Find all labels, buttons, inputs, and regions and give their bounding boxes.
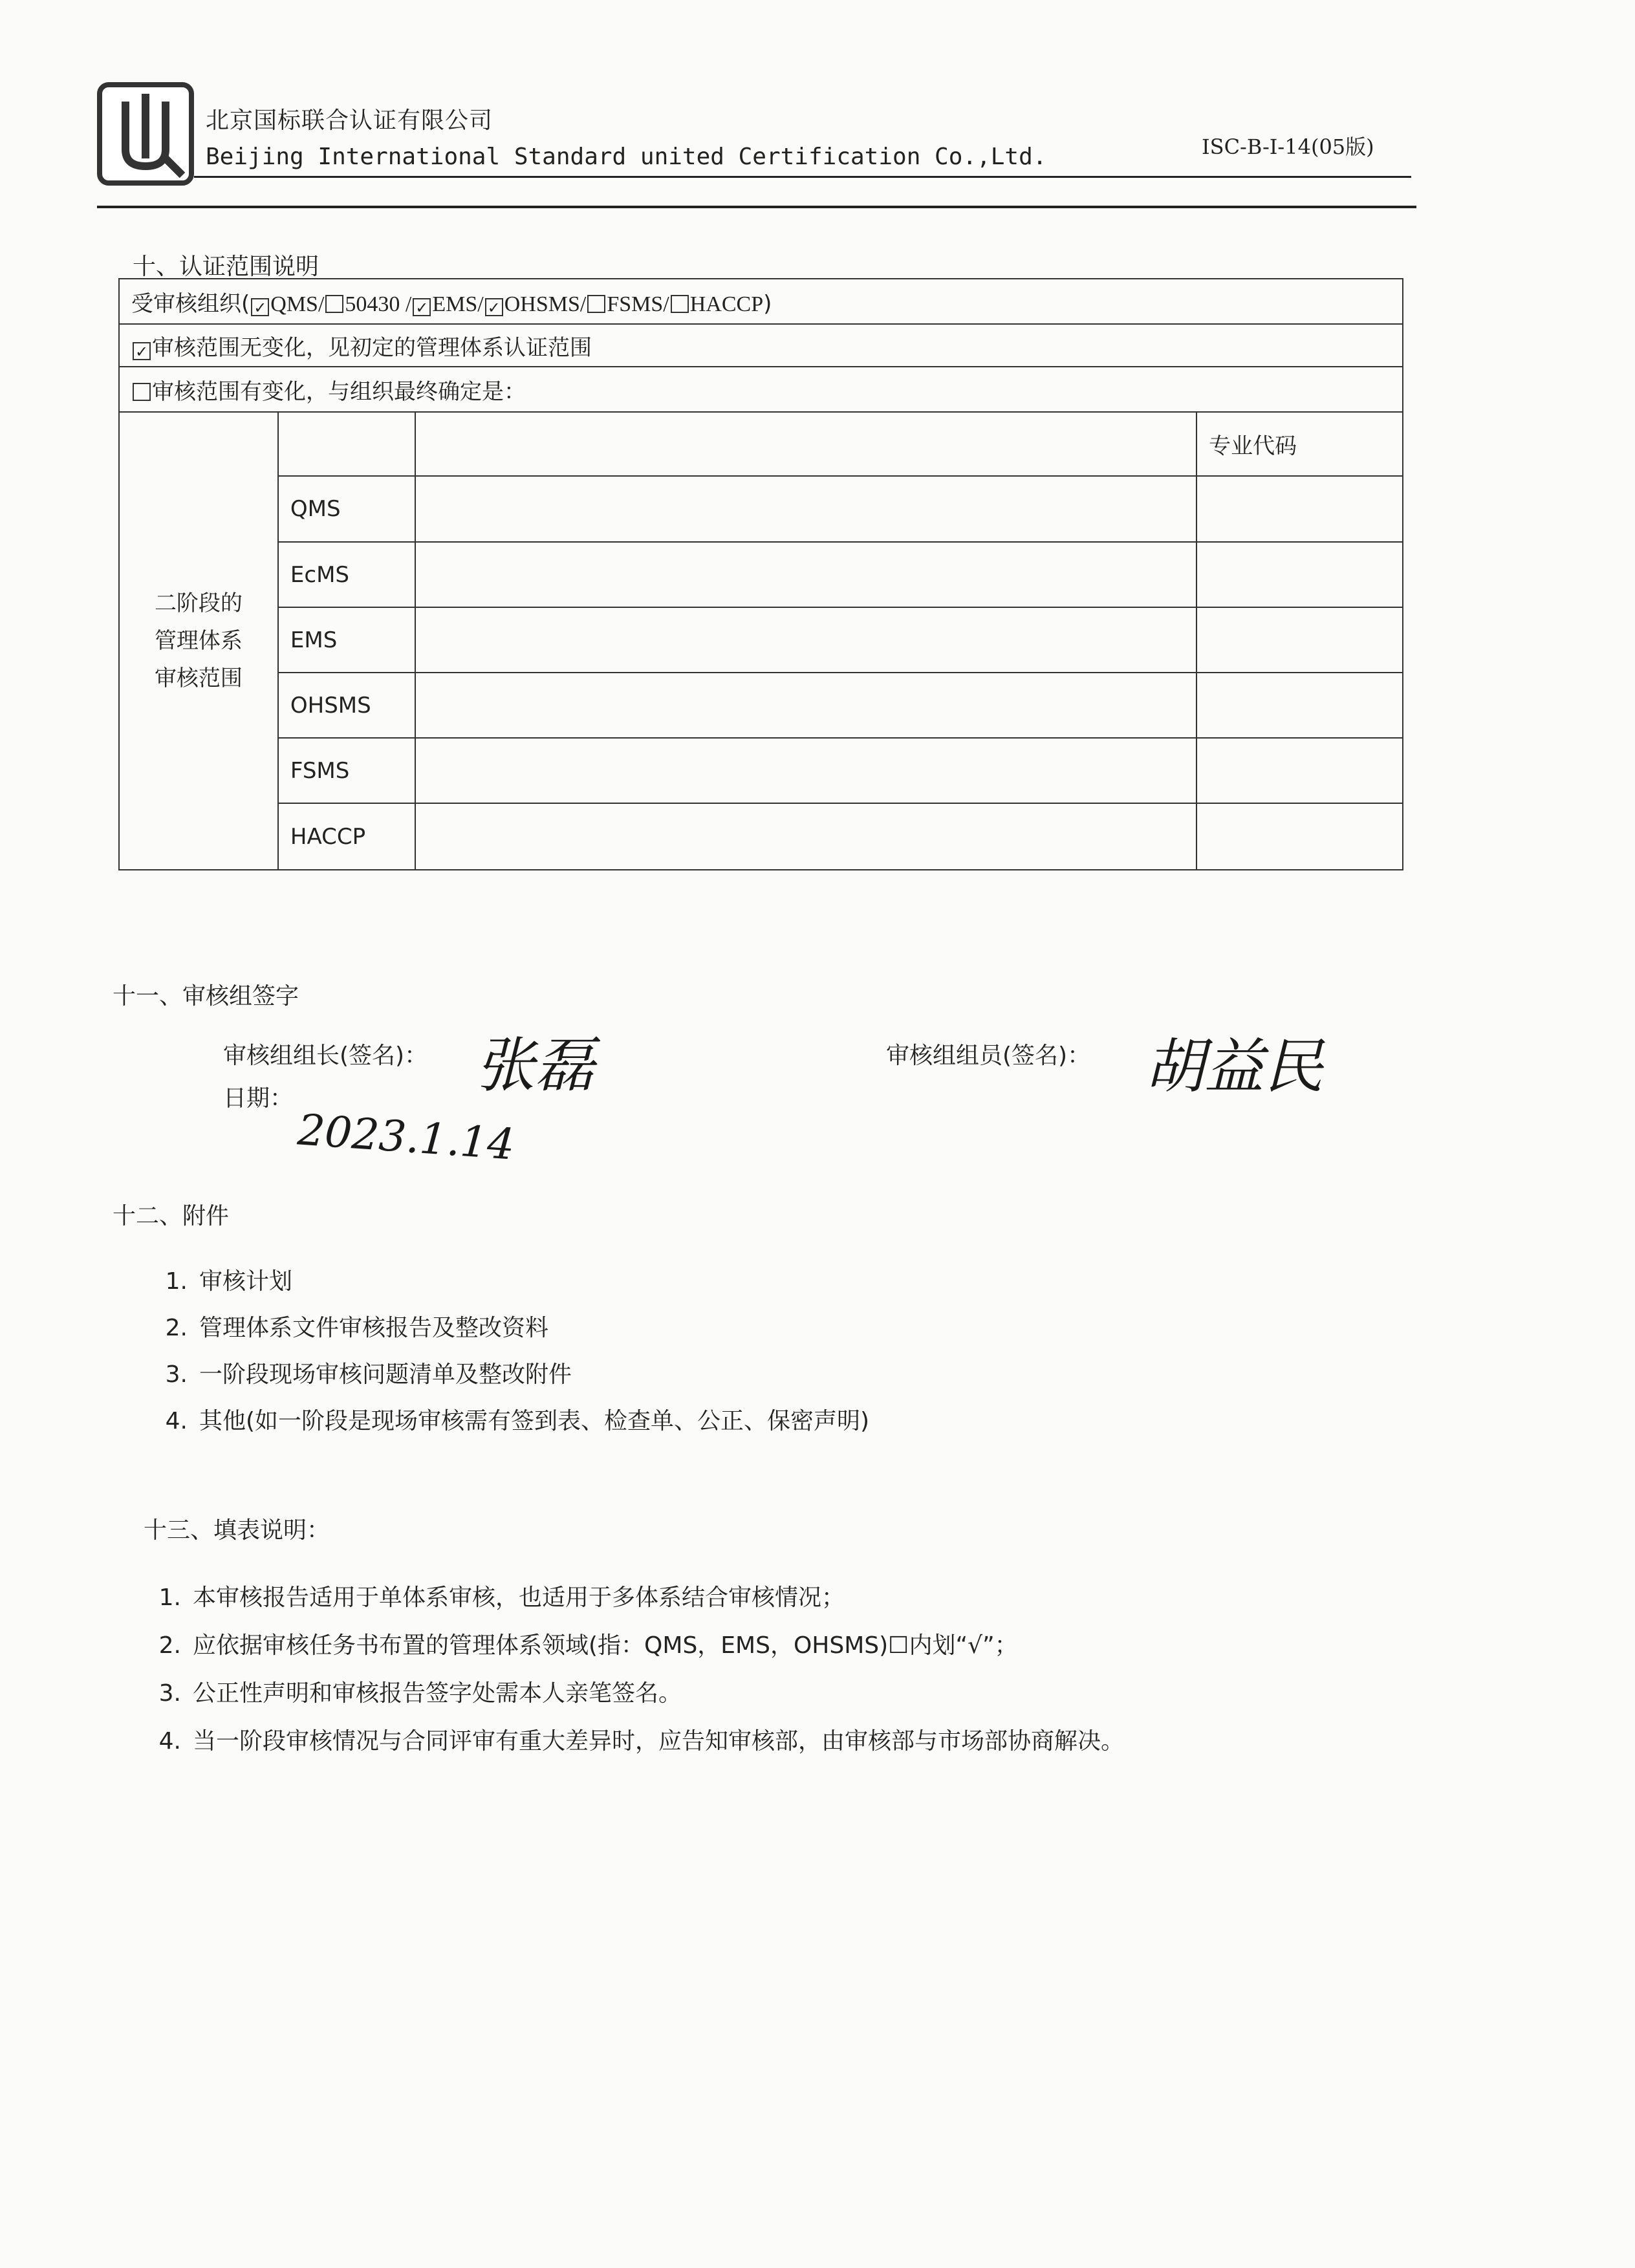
system-name: EMS	[278, 607, 415, 673]
section-12-title: 十二、附件	[113, 1203, 230, 1229]
scope-changed-checkbox[interactable]	[133, 383, 151, 401]
attachment-text: 管理体系文件审核报告及整改资料	[199, 1315, 549, 1341]
section-11-title: 十一、审核组签字	[113, 983, 299, 1010]
standard-label: EMS/	[432, 292, 484, 316]
leader-sign-label: 审核组组长(签名)：	[223, 1042, 428, 1069]
system-code-cell[interactable]	[1196, 607, 1403, 673]
standard-checkbox-ems[interactable]: ✓	[413, 298, 431, 316]
document-number: ISC-B-I-14(05版)	[1202, 135, 1374, 159]
scope-changed-row	[119, 367, 1403, 412]
attachment-text: 一阶段现场审核问题清单及整改附件	[199, 1361, 572, 1388]
sign-date: 2023.1.14	[296, 1105, 517, 1170]
standard-checkbox-ohsms[interactable]: ✓	[485, 298, 503, 316]
system-code-cell[interactable]	[1196, 673, 1403, 738]
attachment-text: 审核计划	[199, 1268, 293, 1295]
system-name: FSMS	[278, 738, 415, 803]
system-header-cell	[278, 412, 415, 476]
system-scope-cell[interactable]	[415, 673, 1196, 738]
list-item: 2. 管理体系文件审核报告及整改资料	[165, 1315, 549, 1341]
system-scope-cell[interactable]	[415, 738, 1196, 803]
system-code-cell[interactable]	[1196, 803, 1403, 870]
system-code-cell[interactable]	[1196, 542, 1403, 607]
scope-unchanged-text: 审核范围无变化，见初定的管理体系认证范围	[152, 334, 592, 361]
leader-signature: 张磊	[475, 1031, 595, 1100]
list-item: 3. 公正性声明和审核报告签字处需本人亲笔签名。	[158, 1680, 682, 1707]
company-name-en: Beijing International Standard united Certification Co.,Ltd.	[206, 144, 1047, 170]
standard-label: HACCP	[689, 292, 764, 316]
date-label: 日期：	[223, 1085, 294, 1112]
list-item: 4. 当一阶段审核情况与合同评审有重大差异时，应告知审核部，由审核部与市场部协商解决。	[158, 1728, 1125, 1755]
stage2-label-line: 二阶段的	[154, 590, 243, 616]
member-sign-label: 审核组组员(签名)：	[886, 1042, 1091, 1069]
system-code-cell[interactable]	[1196, 476, 1403, 542]
code-header-cell: 专业代码	[1196, 412, 1403, 476]
attachments-list	[142, 1258, 869, 1445]
section-13-title: 十三、填表说明：	[144, 1517, 330, 1544]
header-rule-thin	[194, 176, 1411, 178]
member-signature: 胡益民	[1145, 1032, 1324, 1101]
system-name: EcMS	[278, 542, 415, 607]
list-item: 1. 本审核报告适用于单体系审核，也适用于多体系结合审核情况；	[158, 1584, 845, 1611]
system-name: OHSMS	[278, 673, 415, 738]
instruction-text: 本审核报告适用于单体系审核，也适用于多体系结合审核情况；	[193, 1584, 845, 1611]
stage2-scope-label	[119, 412, 278, 870]
scope-unchanged-row	[119, 324, 1403, 367]
list-item: 3. 一阶段现场审核问题清单及整改附件	[165, 1361, 572, 1388]
standard-label: QMS/	[270, 292, 325, 316]
list-item: 2. 应依据审核任务书布置的管理体系领域(指：QMS，EMS，OHSMS)☐内划“√”；	[158, 1632, 1018, 1659]
company-logo	[97, 82, 194, 186]
standard-checkbox-list	[250, 291, 763, 317]
stage2-label-line: 管理体系	[154, 628, 243, 654]
system-scope-cell[interactable]	[415, 803, 1196, 870]
scope-unchanged-checkbox[interactable]: ✓	[133, 342, 151, 360]
attachment-text: 其他(如一阶段是现场审核需有签到表、检查单、公正、保密声明)	[199, 1408, 870, 1434]
audited-org-label: 受审核组织	[131, 290, 241, 317]
standard-label: OHSMS/	[504, 292, 587, 316]
instruction-text: 当一阶段审核情况与合同评审有重大差异时，应告知审核部，由审核部与市场部协商解决。	[193, 1728, 1125, 1755]
standard-label: 50430 /	[345, 292, 412, 316]
system-name: HACCP	[278, 803, 415, 870]
system-scope-cell[interactable]	[415, 542, 1196, 607]
company-name-cn: 北京国标联合认证有限公司	[206, 107, 493, 134]
scope-header-cell	[415, 412, 1196, 476]
system-scope-cell[interactable]	[415, 476, 1196, 542]
system-code-cell[interactable]	[1196, 738, 1403, 803]
stage2-label-line: 审核范围	[154, 665, 243, 691]
standard-checkbox-haccp[interactable]	[671, 295, 689, 313]
logo-mark-icon	[102, 87, 189, 180]
standard-checkbox-50430[interactable]	[325, 295, 343, 313]
header-rule-thick	[97, 206, 1416, 208]
list-item: 1. 审核计划	[165, 1268, 293, 1295]
standard-checkbox-qms[interactable]: ✓	[251, 298, 269, 316]
standard-label: FSMS/	[607, 292, 669, 316]
standard-checkbox-fsms[interactable]	[587, 295, 605, 313]
scope-changed-text: 审核范围有变化，与组织最终确定是：	[152, 378, 526, 405]
system-scope-cell[interactable]	[415, 607, 1196, 673]
list-item: 4. 其他(如一阶段是现场审核需有签到表、检查单、公正、保密声明)	[165, 1408, 870, 1434]
instructions-list	[136, 1574, 1124, 1766]
system-name: QMS	[278, 476, 415, 542]
section-10-title: 十、认证范围说明	[133, 254, 319, 280]
instruction-text: 公正性声明和审核报告签字处需本人亲笔签名。	[193, 1680, 682, 1707]
instruction-text: 应依据审核任务书布置的管理体系领域(指：QMS，EMS，OHSMS)☐内划“√”；	[193, 1632, 1018, 1659]
scope-table	[118, 278, 1403, 870]
audited-org-row: 受审核组织( ✓ QMS/ 50430 / ✓ EMS/ ✓ OHSMS/ FSMS/ HACCP)	[119, 279, 1403, 324]
